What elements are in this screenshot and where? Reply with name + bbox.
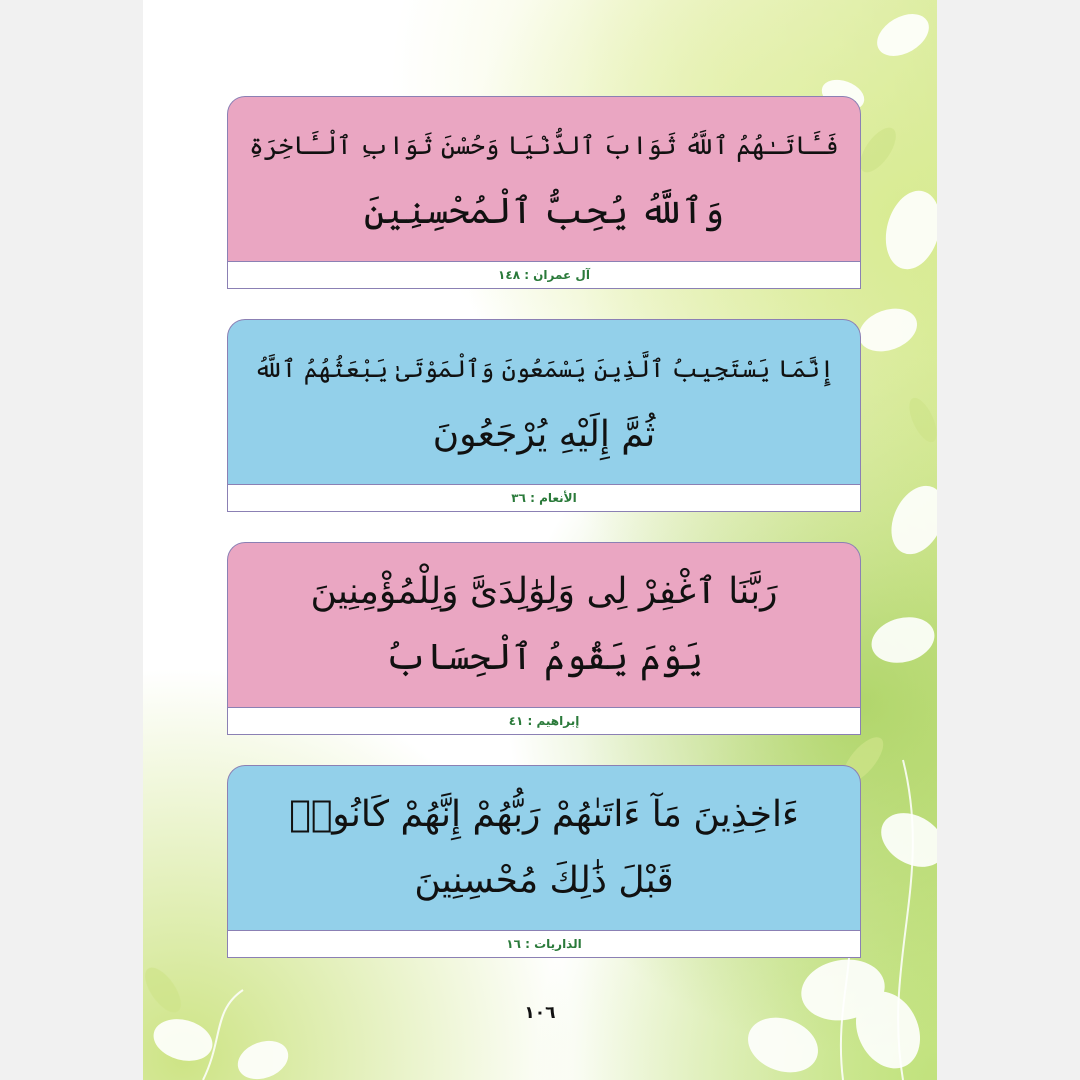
verse-line: يَوْمَ يَقُومُ ٱلْحِسَابُ <box>384 637 704 678</box>
verse-line: وَٱللَّهُ يُحِبُّ ٱلْمُحْسِنِينَ <box>363 191 725 232</box>
verse-line: ثُمَّ إِلَيْهِ يُرْجَعُونَ <box>432 414 656 455</box>
verse-card-1 <box>227 96 861 289</box>
verse-panel <box>227 542 861 707</box>
verse-line: رَبَّنَا ٱغْفِرْ لِى وَلِوَٰلِدَىَّ وَلِلْمُؤْمِنِينَ <box>310 571 778 612</box>
verse-panel <box>227 319 861 484</box>
verse-reference: الذاريات : ١٦ <box>227 930 861 958</box>
verse-card-3 <box>227 542 861 735</box>
verse-line: إِنَّمَا يَسْتَجِيبُ ٱلَّذِينَ يَسْمَعُونَ وَٱلْمَوْتَىٰ يَبْعَثُهُمُ ٱللَّهُ <box>253 355 835 383</box>
verse-panel <box>227 96 861 261</box>
page-number: ١٠٦ <box>524 1003 556 1023</box>
verse-card-4 <box>227 765 861 958</box>
verse-reference: آل عمران : ١٤٨ <box>227 261 861 289</box>
verse-panel <box>227 765 861 930</box>
book-page <box>143 0 937 1080</box>
verse-line: قَبْلَ ذَٰلِكَ مُحْسِنِينَ <box>414 860 674 901</box>
verse-line: فَـَٔاتَـٰهُمُ ٱللَّهُ ثَوَابَ ٱلدُّنْيَا وَحُسْنَ ثَوَابِ ٱلْـَٔاخِرَةِ <box>249 131 839 160</box>
verse-line: ءَاخِذِينَ مَآ ءَاتَىٰهُمْ رَبُّهُمْ إِنَّهُمْ كَانُوا۟ <box>289 794 799 835</box>
verse-card-2 <box>227 319 861 512</box>
verse-reference: إبراهيم : ٤١ <box>227 707 861 735</box>
verse-reference: الأنعام : ٣٦ <box>227 484 861 512</box>
